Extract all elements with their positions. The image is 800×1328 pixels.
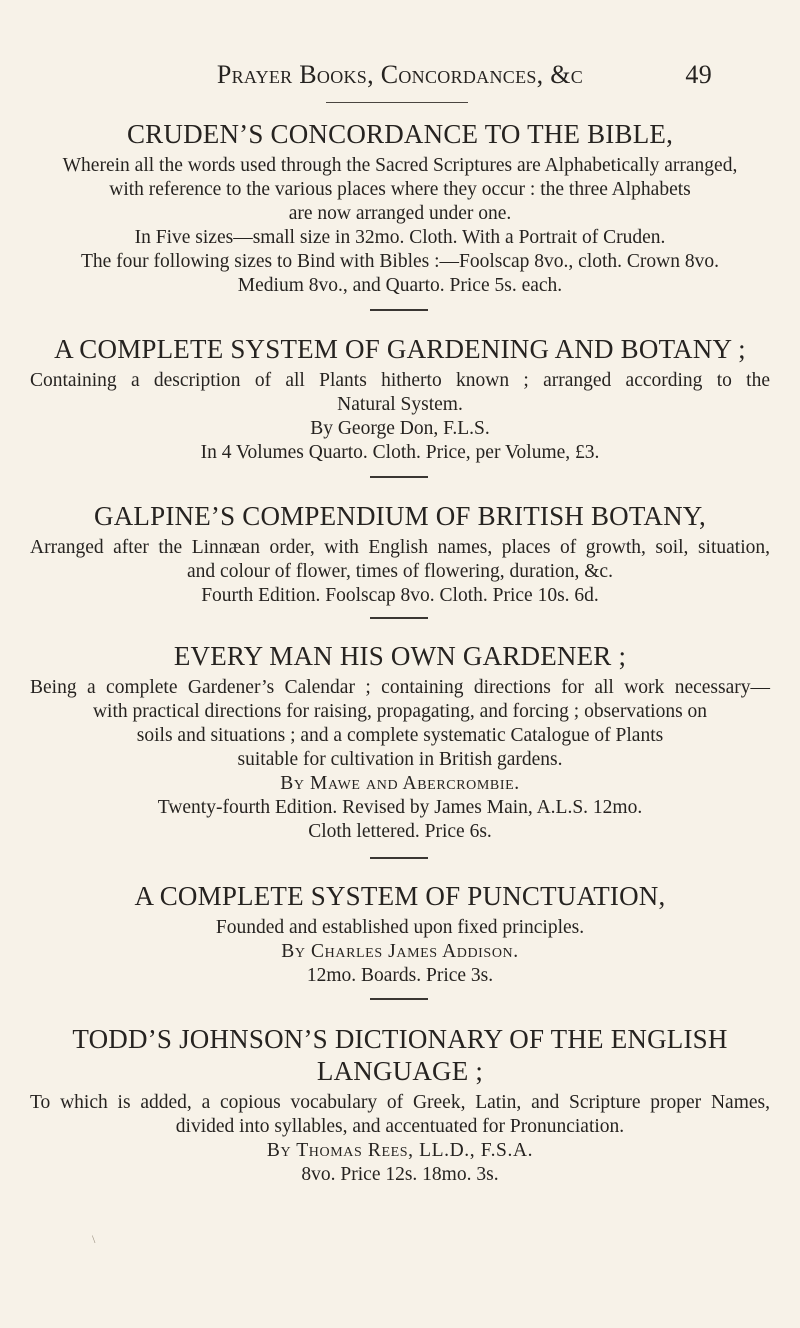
entry-title: A COMPLETE SYSTEM OF GARDENING AND BOTANY ; (54, 334, 746, 364)
header-rule (326, 102, 468, 103)
section-divider (370, 617, 428, 619)
section-divider (370, 857, 428, 859)
entry-line: In Five sizes—small size in 32mo. Cloth. With a Portrait of Cruden. (134, 227, 666, 248)
entry-line: Natural System. (337, 394, 463, 415)
entry-line: By Thomas Rees, LL.D., F.S.A. (266, 1140, 534, 1161)
entry-line: By Charles James Addison. (281, 941, 519, 962)
section-divider (370, 309, 428, 311)
entry-line: Containing a description of all Plants hitherto known ; arranged according to the (30, 370, 770, 391)
entry-line: In 4 Volumes Quarto. Cloth. Price, per Volume, £3. (200, 442, 600, 463)
entry-line: Arranged after the Linnæan order, with English names, places of growth, soil, situation, (30, 537, 770, 558)
entry-line: The four following sizes to Bind with Bibles :—Foolscap 8vo., cloth. Crown 8vo. (80, 251, 720, 272)
entry-title: EVERY MAN HIS OWN GARDENER ; (173, 641, 627, 671)
entry-punctuation (30, 880, 770, 988)
entry-own-gardener (30, 640, 770, 844)
entry-line: with reference to the various places where they occur : the three Alphabets (109, 179, 691, 200)
section-divider (370, 476, 428, 478)
entry-cruden-concordance (30, 118, 770, 298)
entry-line: 12mo. Boards. Price 3s. (306, 965, 494, 986)
entry-title-continued: LANGUAGE ; (316, 1056, 484, 1086)
entry-line: with practical directions for raising, propagating, and forcing ; observations on (92, 701, 708, 722)
entry-galpine-compendium (30, 500, 770, 608)
entry-line: and colour of flower, times of flowering, duration, &c. (187, 561, 613, 582)
entry-line: Medium 8vo., and Quarto. Price 5s. each. (237, 275, 563, 296)
entry-line: Founded and established upon fixed principles. (215, 917, 585, 938)
entry-line: Fourth Edition. Foolscap 8vo. Cloth. Price 10s. 6d. (201, 585, 599, 606)
flyspeck-mark: \ (92, 1232, 96, 1246)
entry-line: By Mawe and Abercrombie. (280, 773, 520, 794)
entry-line: 8vo. Price 12s. 18mo. 3s. (301, 1164, 499, 1185)
entry-line: divided into syllables, and accentuated for Pronunciation. (175, 1116, 625, 1137)
entry-line: suitable for cultivation in British gardens. (237, 749, 563, 770)
entry-line: Being a complete Gardener’s Calendar ; containing directions for all work necessary— (30, 677, 770, 698)
section-divider (370, 998, 428, 1000)
entry-johnson-dictionary (30, 1023, 770, 1187)
entry-title: GALPINE’S COMPENDIUM OF BRITISH BOTANY, (94, 501, 706, 531)
entry-title: A COMPLETE SYSTEM OF PUNCTUATION, (134, 881, 666, 911)
entry-title: TODD’S JOHNSON’S DICTIONARY OF THE ENGLISH (72, 1024, 728, 1054)
page-number: 49 (685, 60, 712, 89)
entry-line: To which is added, a copious vocabulary of Greek, Latin, and Scripture proper Names, (30, 1092, 770, 1113)
entry-line: Cloth lettered. Price 6s. (308, 821, 492, 842)
entry-line: are now arranged under one. (288, 203, 512, 224)
entry-gardening-botany (30, 333, 770, 465)
entry-line: Wherein all the words used through the Sacred Scriptures are Alphabetically arranged, (62, 155, 738, 176)
entry-title: CRUDEN’S CONCORDANCE TO THE BIBLE, (126, 119, 674, 149)
running-title: Prayer Books, Concordances, &c (216, 60, 584, 89)
entry-line: soils and situations ; and a complete systematic Catalogue of Plants (136, 725, 664, 746)
entry-line: Twenty-fourth Edition. Revised by James Main, A.L.S. 12mo. (157, 797, 643, 818)
entry-line: By George Don, F.L.S. (310, 418, 490, 439)
